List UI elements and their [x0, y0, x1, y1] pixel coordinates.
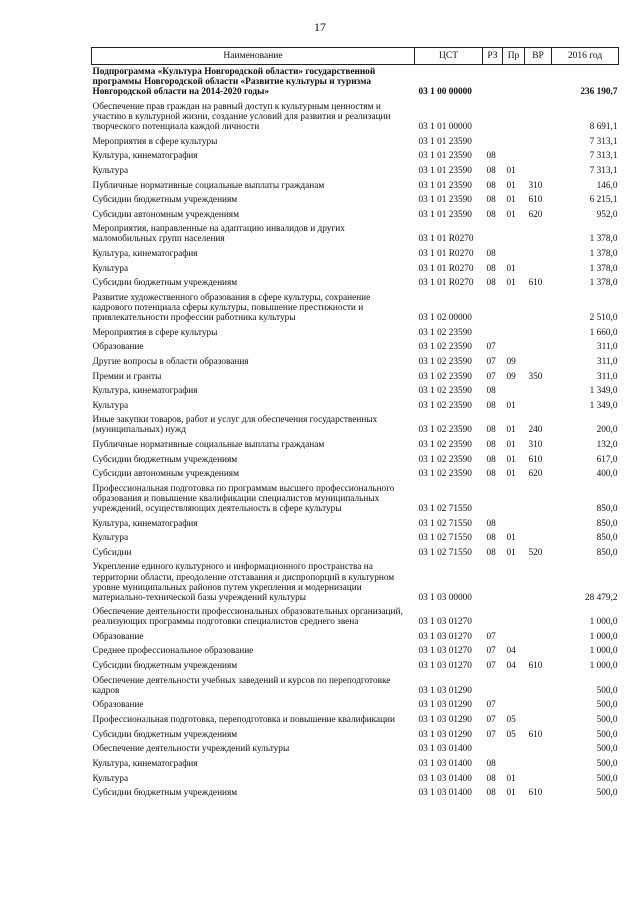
row-rz: 07 — [486, 700, 496, 711]
budget-table — [91, 47, 619, 800]
row-pr: 09 — [506, 356, 516, 367]
row-cst: 03 1 02 23590 — [418, 342, 472, 353]
row-cst: 03 1 02 71550 — [418, 547, 472, 558]
row-pr: 01 — [506, 773, 516, 784]
row-amount: 500,0 — [596, 700, 618, 711]
row-amount: 1 000,0 — [589, 617, 618, 628]
row-amount: 850,0 — [596, 547, 618, 558]
row-pr — [503, 291, 525, 326]
table-row — [92, 452, 619, 467]
row-pr: 01 — [506, 454, 516, 465]
row-cst: 03 1 02 71550 — [418, 533, 472, 544]
row-pr — [503, 605, 525, 630]
row-cst: 03 1 03 00000 — [418, 592, 472, 603]
row-cst: 03 1 01 23590 — [418, 195, 472, 206]
table-row — [92, 193, 619, 208]
row-pr: 04 — [506, 646, 516, 657]
row-cst: 03 1 01 23590 — [418, 165, 472, 176]
row-cst: 03 1 03 01400 — [418, 758, 472, 769]
row-amount: 7 313,1 — [589, 165, 618, 176]
row-name: Мероприятия, направленные на адаптацию инвалидов и других маломобильных групп населения — [92, 224, 345, 245]
row-vr — [525, 644, 552, 659]
table-row — [92, 467, 619, 482]
row-rz: 08 — [486, 165, 496, 176]
row-rz: 08 — [486, 180, 496, 191]
row-vr — [525, 164, 552, 179]
row-pr — [503, 384, 525, 399]
row-vr: 610 — [528, 788, 543, 799]
row-rz — [483, 742, 503, 757]
row-amount: 850,0 — [596, 533, 618, 544]
row-name: Публичные нормативные социальные выплаты гражданам — [92, 440, 325, 451]
row-rz — [483, 560, 503, 605]
header-vr: ВР — [525, 48, 552, 65]
row-rz: 07 — [486, 729, 496, 740]
row-vr — [525, 291, 552, 326]
table-row — [92, 531, 619, 546]
row-amount: 132,0 — [596, 440, 618, 451]
row-vr — [525, 673, 552, 698]
table-row — [92, 727, 619, 742]
table-header-row — [92, 48, 619, 65]
row-cst: 03 1 01 R0270 — [418, 263, 474, 274]
row-rz: 08 — [486, 758, 496, 769]
row-cst: 03 1 03 01270 — [418, 631, 472, 642]
row-amount: 1 378,0 — [589, 278, 618, 289]
header-name: Наименование — [92, 48, 415, 65]
row-rz: 08 — [486, 547, 496, 558]
row-rz: 08 — [486, 788, 496, 799]
row-rz: 07 — [486, 342, 496, 353]
row-cst: 03 1 03 01290 — [418, 700, 472, 711]
row-name: Субсидии бюджетным учреждениям — [92, 788, 238, 799]
row-vr — [525, 398, 552, 413]
row-rz: 08 — [486, 425, 496, 436]
table-row — [92, 134, 619, 149]
row-rz: 08 — [486, 209, 496, 220]
row-rz — [483, 605, 503, 630]
table-row — [92, 786, 619, 801]
row-cst: 03 1 02 00000 — [418, 313, 472, 324]
row-vr — [525, 713, 552, 728]
row-amount: 1 000,0 — [589, 631, 618, 642]
table-row — [92, 247, 619, 262]
row-amount: 146,0 — [596, 180, 618, 191]
row-pr — [503, 516, 525, 531]
row-name: Развитие художественного образования в сфере культуры, сохранение кадрового потенциала сферы культуры, повышение престижности и привлекательности профессии работника культуры — [92, 292, 371, 324]
row-pr — [503, 100, 525, 135]
row-name: Культура — [92, 533, 129, 544]
row-name: Субсидии — [92, 547, 132, 558]
row-vr — [525, 742, 552, 757]
table-row — [92, 164, 619, 179]
row-cst: 03 1 03 01400 — [418, 788, 472, 799]
row-amount: 28 479,2 — [584, 592, 618, 603]
row-name: Культура — [92, 263, 129, 274]
row-vr: 620 — [528, 469, 543, 480]
row-cst: 03 1 01 R0270 — [418, 234, 474, 245]
row-cst: 03 1 03 01290 — [418, 715, 472, 726]
row-rz: 08 — [486, 440, 496, 451]
row-pr — [503, 630, 525, 645]
row-cst: 03 1 03 01290 — [418, 729, 472, 740]
row-name: Субсидии бюджетным учреждениям — [92, 195, 238, 206]
row-pr: 01 — [506, 180, 516, 191]
row-amount: 1 000,0 — [589, 646, 618, 657]
row-name: Образование — [92, 631, 144, 642]
row-name: Культура, кинематография — [92, 386, 198, 397]
row-amount: 311,0 — [596, 356, 618, 367]
row-name: Подпрограмма «Культура Новгородской области» государственной программы Новгородской области «Развитие культуры и туризма Новгородской области на 2014-2020 годы» — [92, 67, 376, 98]
row-pr: 01 — [506, 547, 516, 558]
row-name: Образование — [92, 342, 144, 353]
table-row — [92, 742, 619, 757]
row-amount: 952,0 — [596, 209, 618, 220]
row-vr — [525, 261, 552, 276]
row-amount: 1 378,0 — [589, 234, 618, 245]
row-name: Публичные нормативные социальные выплаты гражданам — [92, 180, 325, 191]
row-name: Профессиональная подготовка, переподготовка и повышение квалификации — [92, 715, 396, 726]
row-name: Субсидии бюджетным учреждениям — [92, 278, 238, 289]
row-amount: 500,0 — [596, 715, 618, 726]
row-name: Обеспечение деятельности профессиональных образовательных организаций, реализующих программы подготовки специалистов среднего звена — [92, 607, 403, 628]
row-pr: 05 — [506, 715, 516, 726]
row-name: Укрепление единого культурного и информационного пространства на территории области, преодоление отставания и диспропорций в культурном уровне муниципальных районов путем укрепления и модернизации материально-технической базы учреждений культуры — [92, 562, 395, 603]
row-pr — [503, 222, 525, 247]
row-vr — [525, 757, 552, 772]
row-name: Культура, кинематография — [92, 151, 198, 162]
row-amount: 7 313,1 — [589, 136, 618, 147]
table-body — [92, 65, 619, 801]
row-vr — [525, 100, 552, 135]
table-row — [92, 560, 619, 605]
row-name: Обеспечение деятельности учебных заведений и курсов по переподготовке кадров — [92, 675, 391, 696]
row-vr — [525, 325, 552, 340]
row-cst: 03 1 01 23590 — [418, 151, 472, 162]
row-amount: 1 660,0 — [589, 327, 618, 338]
row-vr — [525, 149, 552, 164]
table-row — [92, 340, 619, 355]
header-cst: ЦСТ — [415, 48, 483, 65]
row-vr — [525, 560, 552, 605]
table-row — [92, 222, 619, 247]
table-row — [92, 355, 619, 370]
row-cst: 03 1 02 71550 — [418, 503, 472, 514]
row-name: Профессиональная подготовка по программам высшего профессионального образования и повышение квалификации специалистов муниципальных учреждений, осуществляющих деятельность в сфере культуры — [92, 483, 395, 514]
row-cst: 03 1 02 23590 — [418, 371, 472, 382]
row-amount: 850,0 — [596, 518, 618, 529]
row-pr: 01 — [506, 263, 516, 274]
row-pr: 01 — [506, 469, 516, 480]
table-row — [92, 698, 619, 713]
row-vr — [525, 134, 552, 149]
row-cst: 03 1 01 R0270 — [418, 249, 474, 260]
row-pr: 01 — [506, 278, 516, 289]
row-vr — [525, 355, 552, 370]
row-vr — [525, 340, 552, 355]
row-rz: 08 — [486, 400, 496, 411]
table-row — [92, 482, 619, 517]
row-amount: 1 378,0 — [589, 249, 618, 260]
row-rz: 08 — [486, 518, 496, 529]
row-vr — [525, 698, 552, 713]
table-row — [92, 149, 619, 164]
row-rz: 07 — [486, 631, 496, 642]
row-rz: 08 — [486, 278, 496, 289]
row-cst: 03 1 02 71550 — [418, 518, 472, 529]
row-rz: 08 — [486, 454, 496, 465]
row-pr — [503, 482, 525, 517]
row-vr — [525, 384, 552, 399]
page-number: 17 — [314, 20, 326, 34]
row-name: Субсидии автономным учреждениям — [92, 209, 239, 220]
row-rz: 08 — [486, 151, 496, 162]
row-amount: 6 215,1 — [589, 195, 618, 206]
row-name: Премии и гранты — [92, 371, 162, 382]
row-rz — [483, 65, 503, 100]
row-cst: 03 1 03 01290 — [418, 685, 472, 696]
row-amount: 500,0 — [596, 788, 618, 799]
row-rz — [483, 325, 503, 340]
table-row — [92, 413, 619, 438]
row-amount: 2 510,0 — [589, 313, 618, 324]
row-vr — [525, 516, 552, 531]
row-cst: 03 1 02 23590 — [418, 356, 472, 367]
row-vr: 610 — [528, 454, 543, 465]
row-pr: 04 — [506, 661, 516, 672]
row-pr — [503, 340, 525, 355]
row-amount: 200,0 — [596, 425, 618, 436]
row-rz — [483, 482, 503, 517]
table-row — [92, 178, 619, 193]
row-vr — [525, 482, 552, 517]
row-name: Обеспечение прав граждан на равный доступ к культурным ценностям и участию в культурной жизни, создание условий для развития и реализации творческого потенциала каждой личности — [92, 101, 391, 133]
row-vr: 610 — [528, 195, 543, 206]
row-pr — [503, 247, 525, 262]
row-cst: 03 1 02 23590 — [418, 425, 472, 436]
row-pr — [503, 742, 525, 757]
table-row — [92, 276, 619, 291]
row-amount: 236 190,7 — [580, 87, 618, 98]
row-rz: 07 — [486, 661, 496, 672]
row-cst: 03 1 03 01270 — [418, 646, 472, 657]
row-vr — [525, 630, 552, 645]
row-pr: 01 — [506, 165, 516, 176]
row-name: Культура, кинематография — [92, 249, 198, 260]
row-rz: 08 — [486, 533, 496, 544]
row-cst: 03 1 02 23590 — [418, 386, 472, 397]
budget-table-container — [91, 47, 618, 800]
row-amount: 500,0 — [596, 685, 618, 696]
row-vr: 350 — [528, 371, 543, 382]
row-name: Обеспечение деятельности учреждений культуры — [92, 744, 290, 755]
row-name: Культура — [92, 165, 129, 176]
table-row — [92, 384, 619, 399]
row-rz: 07 — [486, 371, 496, 382]
row-name: Мероприятия в сфере культуры — [92, 136, 218, 147]
row-pr — [503, 673, 525, 698]
row-amount: 311,0 — [596, 342, 618, 353]
row-rz: 07 — [486, 356, 496, 367]
row-amount: 617,0 — [596, 454, 618, 465]
table-row — [92, 398, 619, 413]
table-row — [92, 630, 619, 645]
row-pr — [503, 134, 525, 149]
row-amount: 1 349,0 — [589, 400, 618, 411]
row-amount: 500,0 — [596, 744, 618, 755]
row-vr: 310 — [528, 180, 543, 191]
row-vr: 610 — [528, 661, 543, 672]
row-vr: 310 — [528, 440, 543, 451]
table-row — [92, 438, 619, 453]
row-rz: 08 — [486, 773, 496, 784]
row-rz: 08 — [486, 386, 496, 397]
row-amount: 500,0 — [596, 758, 618, 769]
table-row — [92, 546, 619, 561]
row-vr: 240 — [528, 425, 543, 436]
row-pr: 01 — [506, 209, 516, 220]
row-cst: 03 1 02 23590 — [418, 454, 472, 465]
row-name: Субсидии автономным учреждениям — [92, 469, 239, 480]
row-pr: 01 — [506, 440, 516, 451]
row-amount: 7 313,1 — [589, 151, 618, 162]
header-pr: Пр — [503, 48, 525, 65]
row-rz: 07 — [486, 646, 496, 657]
row-vr: 610 — [528, 729, 543, 740]
row-cst: 03 1 03 01270 — [418, 661, 472, 672]
row-amount: 1 000,0 — [589, 661, 618, 672]
row-name: Среднее профессиональное образование — [92, 646, 254, 657]
row-amount: 311,0 — [596, 371, 618, 382]
row-amount: 1 378,0 — [589, 263, 618, 274]
row-pr: 01 — [506, 400, 516, 411]
table-row — [92, 208, 619, 223]
table-row — [92, 516, 619, 531]
row-rz — [483, 100, 503, 135]
row-pr — [503, 698, 525, 713]
row-vr — [525, 247, 552, 262]
row-vr: 620 — [528, 209, 543, 220]
row-vr — [525, 771, 552, 786]
row-rz — [483, 673, 503, 698]
row-vr — [525, 65, 552, 100]
row-cst: 03 1 01 23590 — [418, 180, 472, 191]
row-amount: 1 349,0 — [589, 386, 618, 397]
row-vr: 610 — [528, 278, 543, 289]
row-rz — [483, 222, 503, 247]
row-rz: 08 — [486, 469, 496, 480]
row-amount: 400,0 — [596, 469, 618, 480]
row-name: Субсидии бюджетным учреждениям — [92, 454, 238, 465]
row-pr — [503, 149, 525, 164]
table-row — [92, 644, 619, 659]
row-amount: 500,0 — [596, 729, 618, 740]
row-name: Другие вопросы в области образования — [92, 356, 249, 367]
row-name: Иные закупки товаров, работ и услуг для обеспечения государственных (муниципальных) нужд — [92, 415, 378, 436]
row-rz: 07 — [486, 715, 496, 726]
row-name: Субсидии бюджетным учреждениям — [92, 661, 238, 672]
row-rz — [483, 291, 503, 326]
table-row — [92, 261, 619, 276]
row-pr: 01 — [506, 533, 516, 544]
row-cst: 03 1 02 23590 — [418, 400, 472, 411]
row-cst: 03 1 02 23590 — [418, 327, 472, 338]
row-cst: 03 1 03 01400 — [418, 744, 472, 755]
row-cst: 03 1 02 23590 — [418, 440, 472, 451]
row-pr — [503, 325, 525, 340]
table-row — [92, 100, 619, 135]
row-cst: 03 1 01 23590 — [418, 136, 472, 147]
table-row — [92, 65, 619, 100]
header-year: 2016 год — [552, 48, 619, 65]
row-amount: 500,0 — [596, 773, 618, 784]
row-name: Образование — [92, 700, 144, 711]
table-row — [92, 659, 619, 674]
row-rz — [483, 134, 503, 149]
row-vr — [525, 531, 552, 546]
row-name: Культура — [92, 400, 129, 411]
row-pr: 01 — [506, 195, 516, 206]
row-vr — [525, 605, 552, 630]
row-pr — [503, 757, 525, 772]
row-cst: 03 1 01 00000 — [418, 122, 472, 133]
row-pr — [503, 560, 525, 605]
row-pr — [503, 65, 525, 100]
row-name: Мероприятия в сфере культуры — [92, 327, 218, 338]
row-amount: 850,0 — [596, 503, 618, 514]
row-name: Субсидии бюджетным учреждениям — [92, 729, 238, 740]
table-row — [92, 673, 619, 698]
row-amount: 8 691,1 — [589, 122, 618, 133]
table-row — [92, 291, 619, 326]
row-rz: 08 — [486, 195, 496, 206]
row-pr: 01 — [506, 788, 516, 799]
table-row — [92, 325, 619, 340]
row-cst: 03 1 00 00000 — [418, 87, 472, 98]
table-row — [92, 757, 619, 772]
row-name: Культура, кинематография — [92, 758, 198, 769]
row-cst: 03 1 02 23590 — [418, 469, 472, 480]
row-cst: 03 1 03 01400 — [418, 773, 472, 784]
row-rz: 08 — [486, 249, 496, 260]
row-cst: 03 1 03 01270 — [418, 617, 472, 628]
row-name: Культура, кинематография — [92, 518, 198, 529]
row-vr: 520 — [528, 547, 543, 558]
table-row — [92, 771, 619, 786]
row-cst: 03 1 01 R0270 — [418, 278, 474, 289]
row-name: Культура — [92, 773, 129, 784]
table-row — [92, 605, 619, 630]
row-vr — [525, 222, 552, 247]
row-rz: 08 — [486, 263, 496, 274]
table-row — [92, 713, 619, 728]
row-pr: 09 — [506, 371, 516, 382]
row-pr: 01 — [506, 425, 516, 436]
table-row — [92, 369, 619, 384]
header-rz: РЗ — [483, 48, 503, 65]
row-pr: 05 — [506, 729, 516, 740]
row-cst: 03 1 01 23590 — [418, 209, 472, 220]
